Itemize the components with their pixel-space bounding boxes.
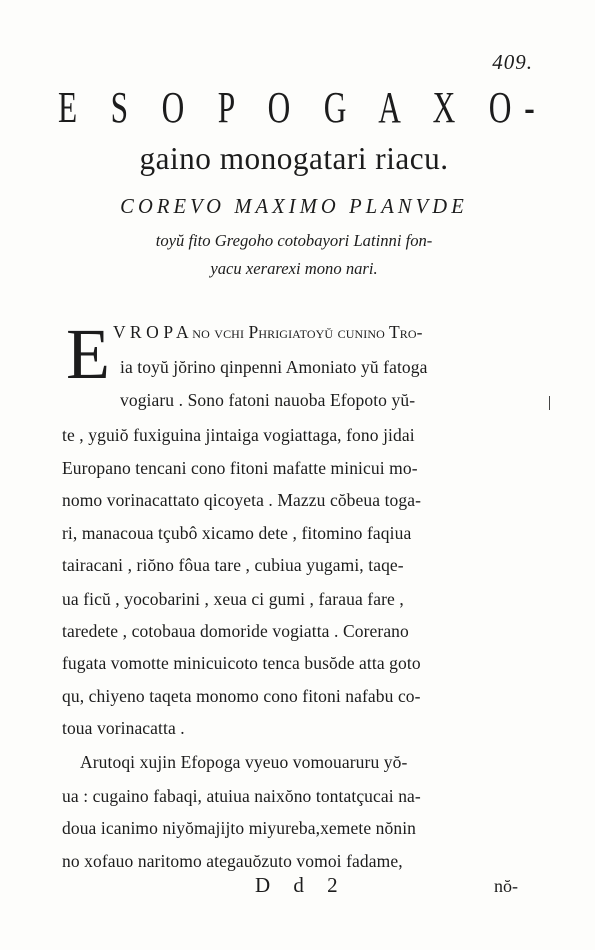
body-line: ri, manacoua tçubô xicamo dete , fitomino faqiua: [62, 523, 412, 543]
description-line: toyŭ fito Gregoho cotobayori Latinni fon-: [155, 231, 433, 250]
body-line: ua : cugaino fabaqi, atuiua naixŏno tontatçucai na-: [62, 786, 421, 806]
page-number: 409.: [492, 50, 533, 74]
body-line: fugata vomotte minicuicoto tenca busŏde atta goto: [62, 653, 421, 673]
body-line: Europano tencani cono fitoni mafatte minicui mo-: [62, 458, 418, 478]
body-line: ia toyŭ jŏrino qinpenni Amoniato yŭ fatoga: [120, 357, 428, 377]
catchword: nŏ-: [494, 876, 518, 896]
body-line: no xofauo naritomo ategauŏzuto vomoi fadame,: [62, 851, 403, 871]
description-line: yacu xerarexi mono nari.: [210, 259, 378, 278]
body-line: taredete , cotobaua domoride vogiatta . Corerano: [62, 621, 409, 641]
body-line: toua vorinacatta .: [62, 718, 185, 738]
body-line: doua icanimo niyŏmajijto miyureba,xemete nŏnin: [62, 818, 417, 838]
drop-cap-initial: E: [66, 314, 110, 394]
author-line: COREVO MAXIMO PLANVDE: [120, 194, 468, 218]
margin-mark: [549, 396, 550, 410]
body-line: nomo vorinacattato qicoyeta . Mazzu cŏbeua toga-: [62, 490, 422, 510]
body-line: qu, chiyeno taqeta monomo cono fitoni nafabu co-: [62, 686, 421, 706]
body-line: vogiaru . Sono fatoni nauoba Efopoto yŭ-: [120, 390, 416, 410]
body-line: Arutoqi xujin Efopoga vyeuo vomouaruru yŏ-: [80, 752, 408, 772]
body-line: te , yguiŏ fuxiguina jintaiga vogiattaga, fono jidai: [62, 425, 415, 445]
page-subtitle: gaino monogatari riacu.: [139, 140, 449, 176]
page-title: E S O P O G A X O-: [58, 83, 548, 132]
signature-mark: D d 2: [255, 873, 347, 897]
body-line: tairacani , riŏno fôua tare , cubiua yugami, taqe-: [62, 555, 404, 575]
body-line: ua ficŭ , yocobarini , xeua ci gumi , faraua fare ,: [62, 589, 404, 609]
body-line: V R O P A no vchi Phrigiatoyŭ cunino Tro-: [113, 322, 423, 342]
